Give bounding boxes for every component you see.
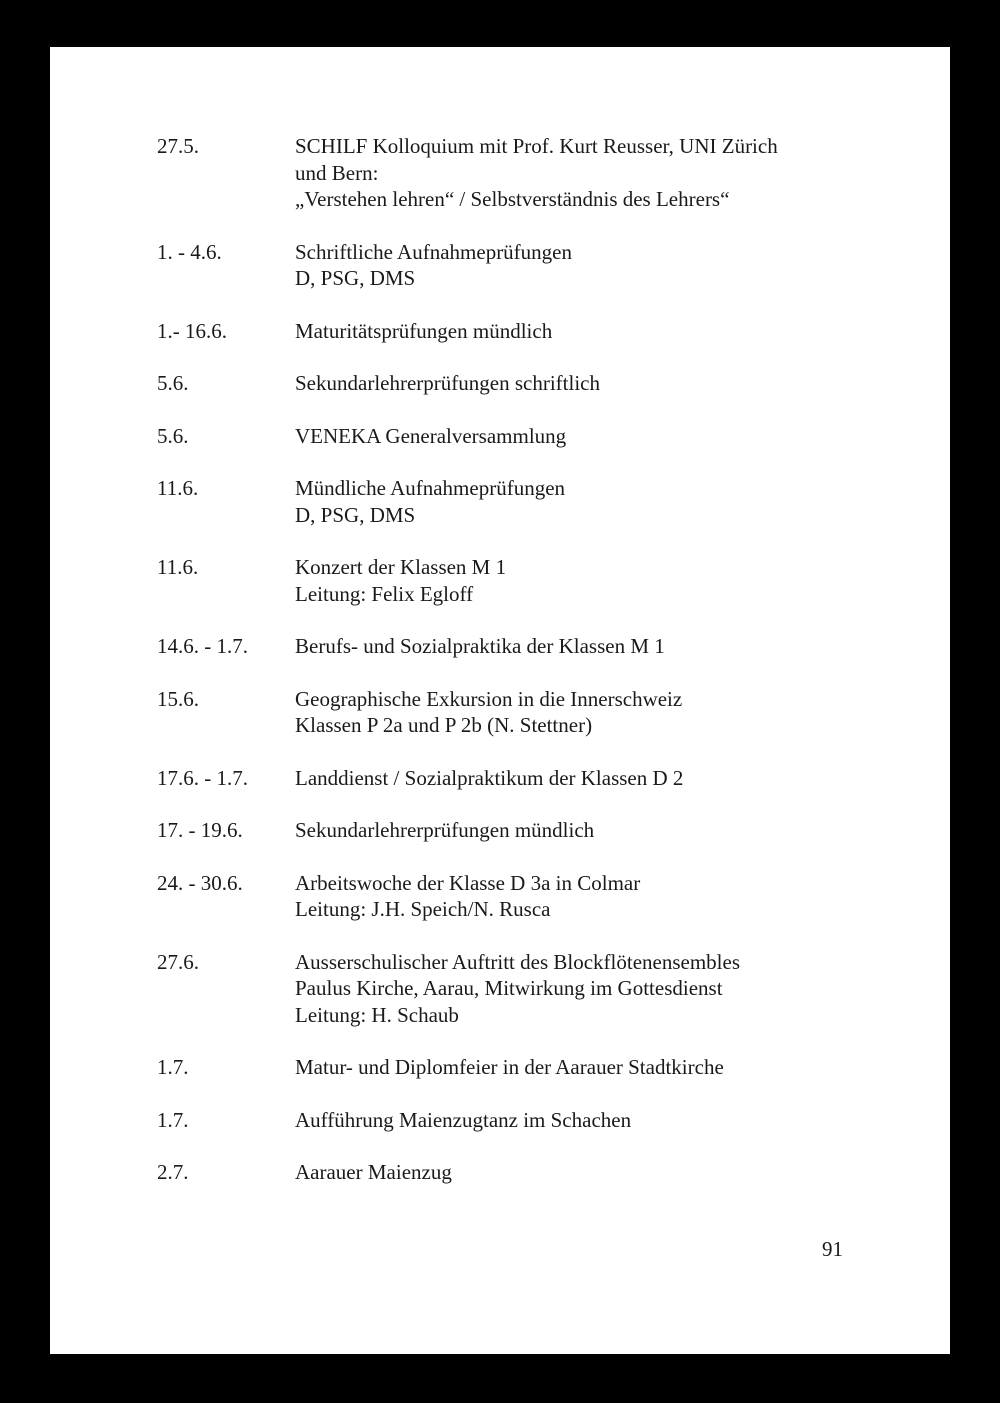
event-description-line: Aufführung Maienzugtanz im Schachen (295, 1107, 632, 1132)
event-entry (157, 870, 877, 923)
event-date: 5.6. (157, 371, 189, 395)
event-description (295, 1159, 877, 1186)
event-entry (157, 475, 877, 528)
event-date: 14.6. - 1.7. (157, 634, 248, 658)
event-date: 11.6. (157, 476, 199, 500)
event-description (295, 370, 877, 397)
event-description (295, 1107, 877, 1134)
event-date: 27.6. (157, 949, 199, 974)
event-entry (157, 133, 877, 213)
event-description (295, 423, 877, 450)
event-entry (157, 765, 877, 792)
event-description (295, 686, 877, 739)
event-entry (157, 370, 877, 397)
event-description-line: Sekundarlehrerprüfungen mündlich (295, 818, 595, 842)
page-number: 91 (822, 1237, 843, 1261)
event-description-line: Arbeitswoche der Klasse D 3a in Colmar (295, 870, 641, 895)
event-description-line: und Bern: (295, 160, 379, 185)
event-description (295, 1054, 877, 1081)
event-description-line: „Verstehen lehren“ / Selbstverständnis des Lehrers“ (295, 187, 730, 211)
event-date: 1.- 16.6. (157, 318, 227, 343)
event-description (295, 949, 877, 1029)
event-description-line: Matur- und Diplomfeier in der Aarauer Stadtkirche (295, 1055, 724, 1079)
event-date: 2.7. (157, 1160, 189, 1184)
event-date: 15.6. (157, 686, 199, 711)
event-entry (157, 239, 877, 292)
event-description-line: Landdienst / Sozialpraktikum der Klassen D 2 (295, 765, 684, 790)
event-entry (157, 554, 877, 607)
event-date: 11.6. (157, 555, 199, 579)
event-description-line: Klassen P 2a und P 2b (N. Stettner) (295, 713, 593, 737)
event-entry (157, 423, 877, 450)
event-date: 24. - 30.6. (157, 870, 243, 895)
event-date: 1.7. (157, 1107, 189, 1132)
event-description (295, 765, 877, 792)
event-description (295, 133, 877, 213)
event-description (295, 475, 877, 528)
event-description-line: Ausserschulischer Auftritt des Blockflötenensembles (295, 949, 740, 974)
event-entry (157, 949, 877, 1029)
event-entry (157, 817, 877, 844)
event-entry (157, 633, 877, 660)
event-description (295, 633, 877, 660)
event-description (295, 554, 877, 607)
event-description-line: Berufs- und Sozialpraktika der Klassen M 1 (295, 634, 665, 658)
event-entry (157, 1107, 877, 1134)
event-entry (157, 686, 877, 739)
event-description-line: Leitung: H. Schaub (295, 1002, 459, 1027)
event-entry (157, 1054, 877, 1081)
event-list (157, 133, 877, 1212)
event-date: 27.5. (157, 134, 199, 158)
event-description-line: Paulus Kirche, Aarau, Mitwirkung im Gottesdienst (295, 976, 723, 1000)
event-description-line: VENEKA Generalversammlung (295, 423, 567, 448)
event-date: 1. - 4.6. (157, 239, 222, 264)
event-description-line: D, PSG, DMS (295, 266, 416, 290)
event-description-line: Geographische Exkursion in die Innerschweiz (295, 686, 683, 711)
event-date: 17. - 19.6. (157, 818, 243, 842)
event-description (295, 817, 877, 844)
event-description (295, 239, 877, 292)
event-description-line: Leitung: J.H. Speich/N. Rusca (295, 897, 551, 921)
event-description-line: Aarauer Maienzug (295, 1160, 452, 1184)
event-description-line: Sekundarlehrerprüfungen schriftlich (295, 371, 600, 395)
event-description-line: Leitung: Felix Egloff (295, 581, 474, 606)
event-description (295, 318, 877, 345)
event-description-line: Schriftliche Aufnahmeprüfungen (295, 239, 572, 264)
event-description-line: Konzert der Klassen M 1 (295, 555, 507, 579)
event-date: 1.7. (157, 1055, 189, 1079)
event-entry (157, 1159, 877, 1186)
event-description-line: Maturitätsprüfungen mündlich (295, 318, 553, 343)
document-page (50, 47, 950, 1354)
event-entry (157, 318, 877, 345)
event-description-line: D, PSG, DMS (295, 502, 416, 527)
event-date: 17.6. - 1.7. (157, 765, 248, 790)
event-description-line: Mündliche Aufnahmeprüfungen (295, 476, 566, 500)
event-description (295, 870, 877, 923)
event-date: 5.6. (157, 423, 189, 448)
event-description-line: SCHILF Kolloquium mit Prof. Kurt Reusser, UNI Zürich (295, 134, 778, 158)
